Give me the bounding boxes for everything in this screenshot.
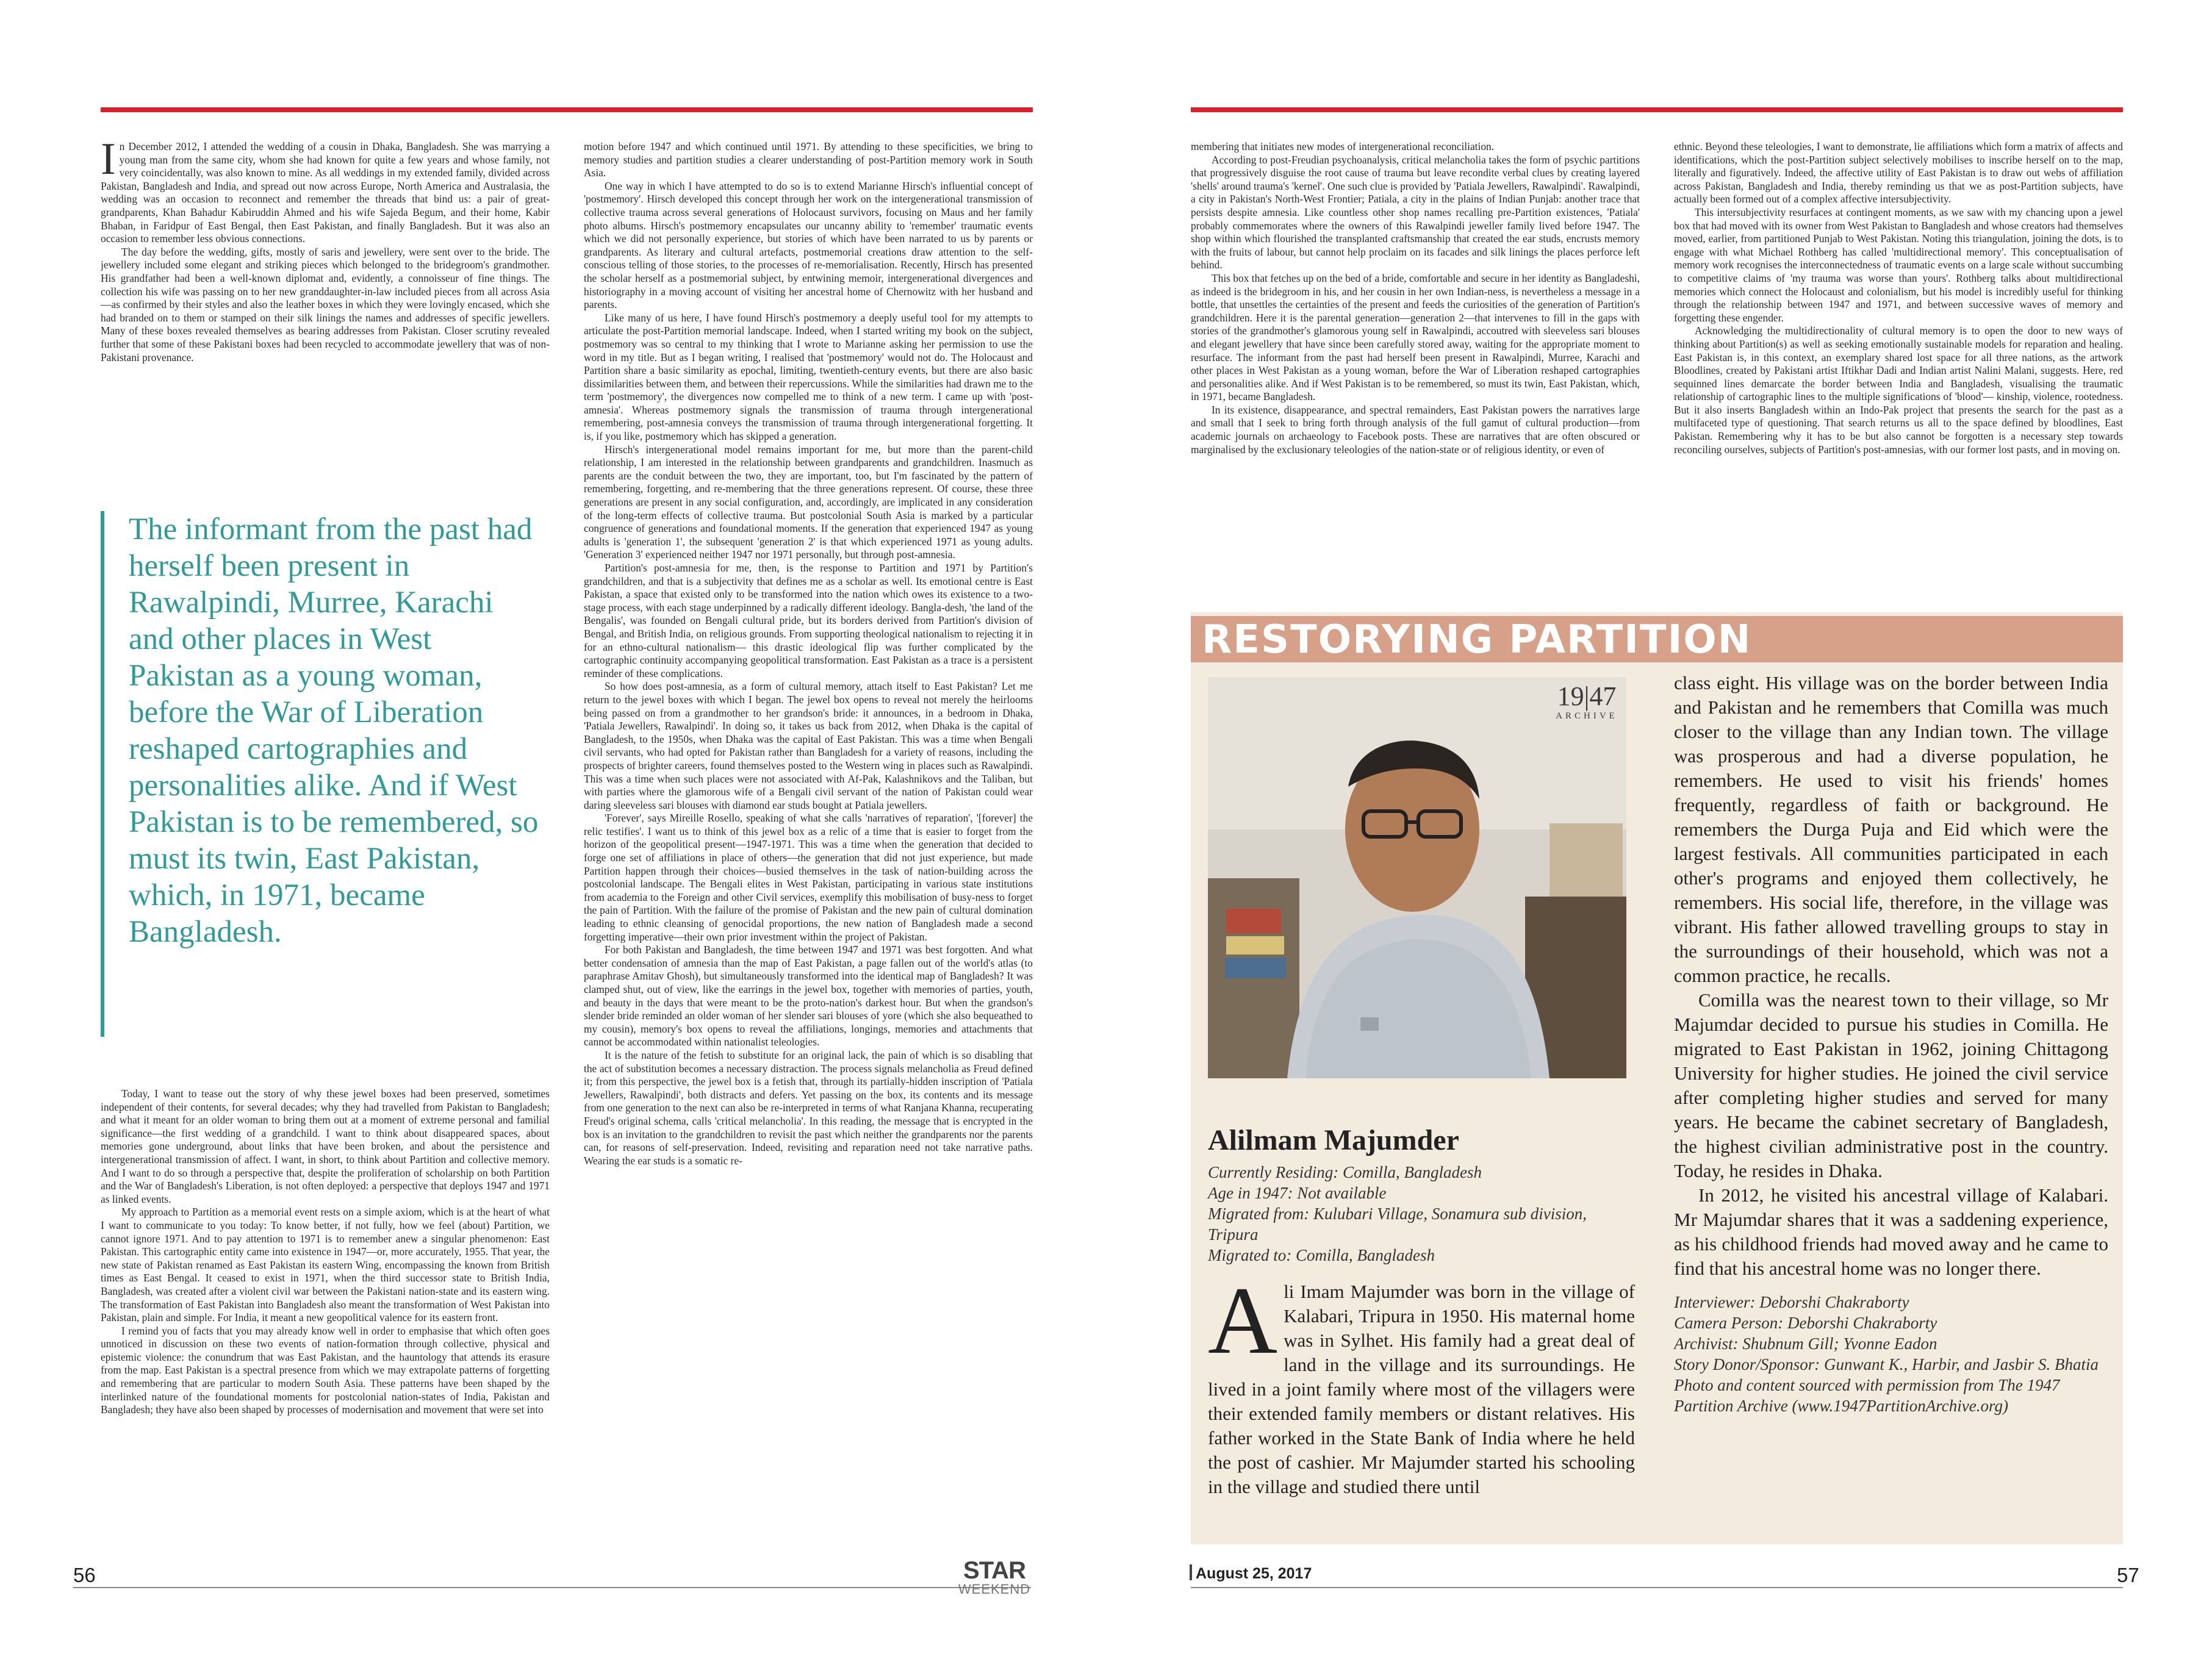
archive-badge-label: ARCHIVE xyxy=(1556,711,1618,721)
date-bar xyxy=(1190,1564,1192,1580)
bottom-rule-left xyxy=(73,1587,1031,1588)
portrait-photo xyxy=(1208,677,1626,1078)
page-number-right: 57 xyxy=(2117,1564,2139,1586)
paragraph: I remind you of facts that you may already know well in order to emphasise that which often goes unnoticed in discussion on these two events of nation-formation through collective, physical and epistemic violence: the conundrum that was East Pakistan, and the hauntology that attends its erasure from the map. East Pakistan is a spectral presence from which we may extrapolate patterns of forgetting and remembering that are particular to modern South Asia. These patterns have been shaped by the interlinked nature of the foundational moments for postcolonial nation-states of India, Pakistan and Bangladesh; they have also been shaped by processes of modernisation and movement that were set into xyxy=(101,1324,550,1416)
issue-date-text: August 25, 2017 xyxy=(1196,1565,1312,1582)
paragraph: This box that fetches up on the bed of a bride, comfortable and secure in her identity as Bangladeshi, as indeed is the bridegroom in his, and her cousin in her own Indian-ness, is nevertheless a message in a bottle, that unsettles the certainties of the present and feeds the curiosities of the generation of Partition's grandchildren. Here it is the parental generation—generation 2—that intervenes to fill in the gaps with stories of the grandmother's glamorous young self in Rawalpindi, accoutred with sleeveless sari blouses and elegant jewellery that have since been carefully stored away, waiting for the appropriate moment to resurface. The informant from the past had herself been present in Rawalpindi, Murree, Karachi and other places in West Pakistan as a young woman, before the War of Liberation reshaped cartographies and personalities alike. And if West Pakistan is to be remembered, so must its twin, East Pakistan, which, in 1971, became Bangladesh. xyxy=(1191,271,1640,403)
logo-top: STAR xyxy=(963,1557,1025,1584)
profile-name: Alilmam Majumder xyxy=(1208,1124,1459,1156)
story-column-2 xyxy=(1674,671,2108,1543)
top-rule-left xyxy=(101,107,1033,112)
credit-line: Photo and content sourced with permission from The 1947 Partition Archive (www.1947PartitionArchive.org) xyxy=(1674,1376,2060,1415)
story-dropcap: A xyxy=(1208,1280,1278,1374)
paragraph: The day before the wedding, gifts, mostly of saris and jewellery, were sent over to the bride. The jewellery included some elegant and striking pieces which belonged to the bridegroom's grandmother. His grandfather had been a well-known diplomat and, evidently, a connoisseur of fine things. The collection his wife was passing on to her new granddaughter-in-law included pieces from all across Asia—as confirmed by their styles and also the leather boxes in which they were lovingly encased, which she had branded on to them or stamped on their silk linings the names and addresses of specific jewellers. Many of these boxes revealed themselves as bearing addresses from Pakistan. Closer scrutiny revealed further that some of these Pakistani boxes had been recycled to accommodate jewellery that was of non-Pakistani provenance. xyxy=(101,245,550,363)
right-column-2 xyxy=(1674,140,2123,605)
paragraph: In 2012, he visited his ancestral village of Kalabari. Mr Majumdar shares that it was a saddening experience, as his childhood friends had moved away and he came to find that his ancestral home was no longer there. xyxy=(1674,1184,2108,1279)
paragraph: In its existence, disappearance, and spectral remainders, East Pakistan powers the narratives large and small that I seek to bring forth through analysis of the full gamut of cultural production—from academic journals on archaeology to Facebook posts. These are narratives that are often obscured or marginalised by the exclusionary teleologies of the nation-state or of religious identity, or even of xyxy=(1191,403,1640,456)
dropcap-i: I xyxy=(101,140,116,184)
left-column-1-top xyxy=(101,140,550,457)
top-rule-right xyxy=(1191,107,2123,112)
profile-migrated-from: Migrated from: Kulubari Village, Sonamura sub division, Tripura xyxy=(1208,1205,1587,1244)
right-column-1 xyxy=(1191,140,1640,604)
left-column-2 xyxy=(584,140,1033,1564)
credit-line: Interviewer: Deborshi Chakraborty xyxy=(1674,1293,1909,1311)
paragraph: li Imam Majumder was born in the village of Kalabari, Tripura in 1950. His maternal home was in Sylhet. His family had a great deal of land in the village and its surroundings. He lived in a joint family where most of the villagers were their extended family members or distant relatives. His father worked in the State Bank of India where he held the post of cashier. Mr Majumder started his schooling in the village and studied there until xyxy=(1208,1281,1635,1497)
profile-residing: Currently Residing: Comilla, Bangladesh xyxy=(1208,1163,1482,1181)
page-number-left: 56 xyxy=(73,1564,96,1586)
paragraph: This intersubjectivity resurfaces at contingent moments, as we saw with my chancing upon a jewel box that had moved with its owner from West Pakistan to Bangladesh and whose creators had themselves moved, earlier, from partitioned Punjab to West Pakistan. Noting this triangulation, joining the dots, is to engage with what Michael Rothberg has called 'multidirectional memory'. This conceptualisation of memory work recognises the interconnectedness of traumatic events on a large scale without succumbing to competitive claims of 'my trauma was worse than yours'. Rothberg talks about multidirectional memories which connect the Holocaust and colonialism, but his model is incredibly useful for thinking through the relationship between 1947 and 1971, and between successive waves of memory and forgetting these engender. xyxy=(1674,206,2123,324)
paragraph: For both Pakistan and Bangladesh, the time between 1947 and 1971 was best forgotten. And what better condensation of amnesia than the map of East Pakistan, a page fallen out of the world's atlas (to paraphrase Amitav Ghosh), but simultaneously transformed into the identical map of Bangladesh? It was clamped shut, out of view, like the earrings in the jewel box, together with memories of parties, youth, and beauty in the days that were meant to be the proto-nation's darkest hour. But when the grandson's slender bride reminded an older woman of her slender sari blouses of yore (which she also bequeathed to my cousin), memory's box opens to reveal the affiliations, longings, memories and attachments that cannot be accommodated within nationalist teleologies. xyxy=(584,944,1033,1048)
paragraph: My approach to Partition as a memorial event rests on a simple axiom, which is at the heart of what I want to communicate to you today: To know better, if not fully, how we feel (about) Partition, we cannot ignore 1971. And to pay attention to 1971 is to remember anew a singular phenomenon: East Pakistan. This cartographic entity came into existence in 1947—or, more accurately, 1955. That year, the new state of Pakistan renamed as East Pakistan its eastern Wing, encompassing the known from British times as East Bengal. It ceased to exist in 1971, when the third successor state to British India, Bangladesh, was created after a violent civil war between the Pakistani nation-state and its eastern wing. The transformation of East Pakistan into Bangladesh also meant the transformation of West Pakistan into Pakistan, plain and simple. For India, it meant a new geopolitical valence for its eastern front. xyxy=(101,1206,550,1324)
left-column-1-bottom xyxy=(101,1087,550,1564)
paragraph: Hirsch's intergenerational model remains important for me, but more than the parent-child relationship, I am interested in the relationship between grandparents and grandchildren. Inasmuch as parents are the conduit between the two, they are important, too, but I'm fascinated by the pattern of remembering, forgetting, and re-membering that the three generations represent. Of course, these three generations are present in any social configuration, and, accordingly, are implicated in any consideration of the long-term effects of collective trauma. But postcolonial South Asia is marked by a particular congruence of generations and foundational moments. If the generation that experienced 1947 as young adults is 'generation 1', the subsequent 'generation 2' is that which experienced 1971 as young adults. 'Generation 3' experienced neither 1947 nor 1971 personally, but through post-amnesia. xyxy=(584,443,1033,561)
star-weekend-logo xyxy=(958,1558,1031,1596)
paragraph: It is the nature of the fetish to substitute for an original lack, the pain of which is so disabling that the act of substitution becomes a necessary distraction. The process signals melancholia as Freud defined it; from this perspective, the jewel box is a fetish that, through its partially-hidden inscription of 'Patiala Jewellers, Rawalpindi', both distracts and defers. Yet passing on the box, its contents and its message from one generation to the next can also be re-interpreted in terms of what Ranjana Khanna, recuperating Freud's original schema, calls 'critical melancholia'. In this reading, the message that is encrypted in the box is an invitation to the grandchildren to revisit the past which neither the grandparents nor the parents can, for reasons of self-preservation. Indeed, revisiting and reparation need not take narrative paths. Wearing the ear studs is a somatic re- xyxy=(584,1048,1033,1167)
logo-bottom: WEEKEND xyxy=(958,1581,1031,1597)
profile-age: Age in 1947: Not available xyxy=(1208,1184,1387,1202)
paragraph: One way in which I have attempted to do so is to extend Marianne Hirsch's influential concept of 'postmemory'. Hirsch developed this concept through her work on the intergenerational transmission of collective trauma across several generations of Holocaust survivors, focusing on Maus and her family photo albums. Hirsch's postmemory encapsulates our uncanny ability to 'remember' traumatic events which we did not personally experience, but stories of which have been narrated to us by parents or grandparents. As literary and cultural artefacts, postmemorial creations draw attention to the self-conscious telling of those stories, to the processes of re-memorialisation. Recently, Hirsch has presented the scholar herself as a postmemorial subject, by entwining memoir, intergenerational divergences and historiography in a moving account of visiting her ancestral home of Chernowitz with her husband and parents. xyxy=(584,179,1033,311)
paragraph: motion before 1947 and which continued until 1971. By attending to these specificities, we bring to memory studies and partition studies a clearer understanding of post-Partition memory work in South Asia. xyxy=(584,140,1033,179)
credit-line: Story Donor/Sponsor: Gunwant K., Harbir, and Jasbir S. Bhatia xyxy=(1674,1355,2099,1373)
paragraph: Acknowledging the multidirectionality of cultural memory is to open the door to new ways of thinking about Partition(s) as well as seeking emotionally sustainable models for reparation and healing. East Pakistan is, in this context, an exemplary shared lost space for all three nations, as the artwork Bloodlines, created by Pakistani artist Iftikhar Dadi and Indian artist Nalini Malani, suggests. Here, red sequinned lines demarcate the border between India and Bangladesh, visualising the traumatic relationship of cartographic lines to the multiple significations of 'blood'— kinship, violence, rootedness. But it also inserts Bangladesh within an Indo-Pak project that presents the search for the past as a multifaceted type of questioning. That search returns us all to the space defined by bloodlines, East Pakistan. Remembering why it has to be but also cannot be forgotten is a necessary step towards reconciling ourselves, subjects of Partition's post-amnesias, with our former lost pasts, and in moving on. xyxy=(1674,324,2123,456)
paragraph: n December 2012, I attended the wedding of a cousin in Dhaka, Bangladesh. She was marrying a young man from the same city, whom she had known for quite a few years and whose family, not very coincidentally, was also known to mine. As all weddings in my extended family, divided across Pakistan, Bangladesh and India, and spread out now across Europe, North America and Australasia, the wedding was an occasion to reconnect and remember the threads that bind us: a pair of great-grandparents, Khan Bahadur Kabiruddin Ahmed and his wife Sajeda Begum, and their home, Kabir Bhaban, in Faridpur of East Bengal, then East Pakistan, and finally Bangladesh. But it was also an occasion to remember less obvious connections. xyxy=(101,140,550,245)
archive-badge xyxy=(1553,682,1620,722)
credit-line: Archivist: Shubnum Gill; Yvonne Eadon xyxy=(1674,1334,1937,1353)
credit-line: Camera Person: Deborshi Chakraborty xyxy=(1674,1314,1937,1332)
paragraph: ethnic. Beyond these teleologies, I want to demonstrate, lie affiliations which form a matrix of affects and identifications, which the post-Partition subject selectively mobilises to inscribe herself on to the map, literally and figuratively. Indeed, the affective utility of East Pakistan is to draw out webs of affiliation across Pakistan, Bangladesh and India, thereby reminding us that we as post-Partition subjects, have actually been formed out of a complex affective intersubjectivity. xyxy=(1674,140,2123,206)
paragraph: So how does post-amnesia, as a form of cultural memory, attach itself to East Pakistan? Let me return to the jewel boxes with which I began. The jewel box opens to reveal not merely the heirlooms being passed on from a grandmother to her grandson's bride: it announces, in a bedroom in Dhaka, 'Patiala Jewellers, Rawalpindi'. In doing so, it takes us back from 2012, when Dhaka is the capital of Bangladesh, to the 1950s, when Dhaka was the capital of East Pakistan. This was a time when Bengali civil servants, who had opted for Pakistan rather than Bangladesh for a variety of reasons, including the prospects of brighter careers, found themselves posted to the Western wing in places such as Rawalpindi. This was a time when such places were not associated with Af-Pak, Kalashnikovs and the Taliban, but with parties where the glamorous wife of a Bengali civil servant of the nation of Pakistan could wear daring sleeveless sari blouses with diamond ear studs bought at Patiala jewellers. xyxy=(584,680,1033,811)
pull-quote: The informant from the past had herself been present in Rawalpindi, Murree, Karachi and other places in West Pakistan as a young woman, before the War of Liberation reshaped cartographies and personalities alike. And if West Pakistan is to be remembered, so must its twin, East Pakistan, which, in 1971, became Bangladesh. xyxy=(101,511,540,1037)
story-column-1 xyxy=(1208,1280,1635,1542)
profile-meta xyxy=(1208,1162,1629,1266)
section-title: RESTORYING PARTITION xyxy=(1191,616,2123,662)
paragraph: Partition's post-amnesia for me, then, is the response to Partition and 1971 by Partition's grandchildren, and that is a subjectivity that defines me as a scholar as well. Its emotional centre is East Pakistan, a space that existed only to be transformed into the nation which owes its existence to a two-stage process, with each stage underpinned by a radically different ideology. Bangla-desh, 'the land of the Bengalis', was founded on Bengali cultural pride, but its borders derived from Partition's division of Bengal, and British India, on religious grounds. From supporting theological nationalism to rejecting it in for an ethno-cultural nationalism— this drastic ideological flip was further complicated by the cartographic continuity accompanying geopolitical transformation. East Pakistan as a trace is a persistent reminder of these complications. xyxy=(584,562,1033,679)
paragraph: 'Forever', says Mireille Rosello, speaking of what she calls 'narratives of reparation', '[forever] the relic testifies'. I want us to think of this jewel box as a relic of a time that is easier to forget from the horizon of the geopolitical present—1947-1971. This was a time when the generation that decided to forge one set of affiliations in place of others—the generation that did not just experience, but made Partition happen through their choices—busied themselves in the task of nation-building across the postcolonial landscape. The Bengali elites in West Pakistan, participating in various state institutions from academia to the Foreign and other Civil services, exemplify this mobilisation of busy-ness to forget the pain of Partition. With the failure of the promise of Pakistan and the new pain of cultural domination leading to ethnic cleansing of genocidal proportions, the new nation of Bangladesh made a second forgetting imperative—their own prior investment within the project of Pakistan. xyxy=(584,812,1033,943)
credits xyxy=(1674,1292,2108,1416)
portrait-illustration xyxy=(1208,677,1626,1078)
paragraph: Today, I want to tease out the story of why these jewel boxes had been preserved, sometimes independent of their contents, for several decades; why they had travelled from Pakistan to Bangladesh; and what it meant for an older woman to bring them out at a moment of extreme personal and familial significance—the first wedding of a grandchild. I want to think about disappeared spaces, about memories gone underground, about links that have been broken, and about the persistence and intergenerational transmission of affect. I want, in short, to think about Partition and collective memory. And I want to do so through a perspective that, despite the proliferation of scholarship on both Partition and the War of Bangladesh's Liberation, is not often deployed: a perspective that deploys 1947 and 1971 as linked events. xyxy=(101,1087,550,1205)
paragraph: Comilla was the nearest town to their village, so Mr Majumdar decided to pursue his studies in Comilla. He migrated to East Pakistan in 1962, joining Chittagong University for higher studies. He joined the civil service after completing higher studies and served for many years. He became the cabinet secretary of Bangladesh, the highest civilian administrative post in the country. Today, he resides in Dhaka. xyxy=(1674,989,2108,1181)
archive-badge-number: 19|47 xyxy=(1557,681,1617,711)
paragraph: According to post-Freudian psychoanalysis, critical melancholia takes the form of psychic partitions that progressively disguise the root cause of trauma but leave recondite verbal clues by creating layered 'shells' around trauma's 'kernel'. One such clue is provided by 'Patiala Jewellers, Rawalpindi'. Rawalpindi, a city in Pakistan's North-West Frontier; Patiala, a city in the plains of Indian Punjab: another trace that persists despite amnesia. Like countless other shop names recalling pre-Partition existences, 'Patiala' probably commemorates where the owners of this Rawalpindi jeweller family lived before 1947. The shop within which flourished the transplanted craftsmanship that created the ear studs, encrusts memory with the fruits of labour, but cannot help proclaim on its facades and silk linings the places perforce left behind. xyxy=(1191,153,1640,271)
paragraph: membering that initiates new modes of intergenerational reconciliation. xyxy=(1191,140,1495,152)
issue-date xyxy=(1190,1564,1678,1586)
paragraph: Like many of us here, I have found Hirsch's postmemory a deeply useful tool for my attempts to articulate the post-Partition memorial landscape. Indeed, when I started writing my book on the subject, postmemory was so central to my thinking that I wrote to Marianne asking her permission to use the word in my title. But as I began writing, I realised that 'postmemory' would not do. The Holocaust and Partition share a basic similarity as epochal, limiting, twentieth-century events, but there are also basic dissimilarities between them, and between their repercussions. While the similarities had drawn me to the term 'postmemory', the divergences now compelled me to think of a new term. I came up with 'post-amnesia'. Whereas postmemory signals the transmission of trauma through intergenerational remembering, post-amnesia conveys the transmission of trauma through intergenerational forgetting. It is, if you like, postmemory which has skipped a generation. xyxy=(584,311,1033,443)
profile-migrated-to: Migrated to: Comilla, Bangladesh xyxy=(1208,1246,1435,1264)
bottom-rule-right xyxy=(1191,1587,2123,1588)
paragraph: class eight. His village was on the border between India and Pakistan and he remembers that Comilla was much closer to the village than any Indian town. The village was prosperous and had a diverse population, he remembers. He used to visit his friends' homes frequently, regardless of faith or background. He remembers the Durga Puja and Eid which were the largest festivals. All communities participated in each other's programs and enjoyed them collectively, he remembers. His social life, therefore, in the village was vibrant. His father allowed travelling groups to stay in the surroundings of their household, which was not a common practice, he recalls. xyxy=(1674,672,2108,986)
